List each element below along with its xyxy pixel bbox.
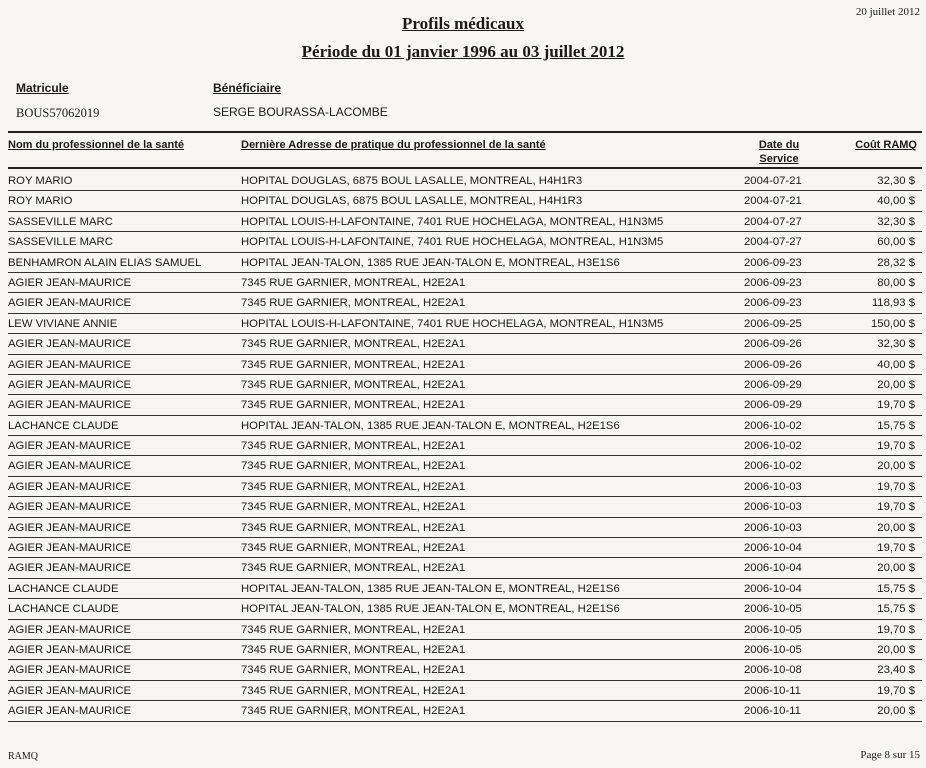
row-address: 7345 RUE GARNIER, MONTREAL, H2E2A1 [241, 501, 466, 514]
row-name: ROY MARIO [8, 175, 73, 187]
table-row [8, 681, 922, 701]
row-name: AGIER JEAN-MAURICE [8, 684, 132, 697]
row-date: 2006-10-04 [744, 582, 802, 595]
matricule-label: Matricule [16, 81, 69, 95]
row-address: 7345 RUE GARNIER, MONTREAL, H2E2A1 [241, 338, 466, 351]
table-row [8, 518, 922, 538]
table-row [8, 293, 922, 313]
row-address: HOPITAL JEAN-TALON, 1385 RUE JEAN-TALON E, MONTREAL, H2E1S6 [241, 419, 620, 432]
row-cost: 19,70 $ [877, 623, 915, 636]
row-date: 2004-07-27 [744, 215, 802, 228]
row-date: 2006-09-26 [744, 338, 802, 351]
row-name: AGIER JEAN-MAURICE [8, 440, 132, 453]
row-address: 7345 RUE GARNIER, MONTREAL, H2E2A1 [241, 643, 466, 656]
row-cost: 19,70 $ [877, 542, 915, 555]
table-row [8, 456, 922, 476]
row-cost: 32,30 $ [877, 175, 915, 187]
row-address: HOPITAL DOUGLAS, 6875 BOUL LASALLE, MONTREAL, H4H1R3 [241, 175, 583, 187]
row-date: 2006-09-25 [744, 317, 802, 330]
row-date: 2006-09-23 [744, 297, 802, 310]
row-address: 7345 RUE GARNIER, MONTREAL, H2E2A1 [241, 480, 466, 493]
row-cost: 20,00 $ [877, 378, 915, 391]
row-name: AGIER JEAN-MAURICE [8, 643, 132, 656]
row-cost: 150,00 $ [871, 317, 915, 330]
row-date: 2006-10-02 [744, 419, 802, 432]
row-name: AGIER JEAN-MAURICE [8, 276, 132, 289]
row-cost: 19,70 $ [877, 399, 915, 412]
table-row [8, 171, 922, 191]
row-cost: 23,40 $ [877, 664, 915, 677]
row-address: 7345 RUE GARNIER, MONTREAL, H2E2A1 [241, 623, 466, 636]
table-body [8, 171, 922, 722]
row-date: 2006-10-02 [744, 440, 802, 453]
period-subtitle: Période du 01 janvier 1996 au 03 juillet 2012 [301, 42, 625, 61]
row-name: LEW VIVIANE ANNIE [8, 317, 118, 330]
row-name: LACHANCE CLAUDE [8, 419, 119, 432]
row-cost: 19,70 $ [877, 440, 915, 453]
table-row [8, 232, 922, 252]
row-name: SASSEVILLE MARC [8, 236, 113, 249]
table-row [8, 660, 922, 680]
row-name: AGIER JEAN-MAURICE [8, 378, 132, 391]
row-name: AGIER JEAN-MAURICE [8, 480, 132, 493]
row-address: 7345 RUE GARNIER, MONTREAL, H2E2A1 [241, 684, 466, 697]
row-address: HOPITAL LOUIS-H-LAFONTAINE, 7401 RUE HOCHELAGA, MONTREAL, H1N3M5 [241, 317, 664, 330]
table-row [8, 273, 922, 293]
row-address: 7345 RUE GARNIER, MONTREAL, H2E2A1 [241, 399, 466, 412]
row-name: AGIER JEAN-MAURICE [8, 399, 132, 412]
table-row [8, 477, 922, 497]
row-address: HOPITAL LOUIS-H-LAFONTAINE, 7401 RUE HOCHELAGA, MONTREAL, H1N3M5 [241, 215, 664, 228]
row-date: 2006-10-05 [744, 643, 802, 656]
table-row [8, 395, 922, 415]
page-title: Profils médicaux [402, 14, 524, 33]
row-cost: 118,93 $ [871, 297, 915, 310]
header-top-rule [8, 131, 922, 133]
row-address: 7345 RUE GARNIER, MONTREAL, H2E2A1 [241, 562, 466, 575]
row-name: AGIER JEAN-MAURICE [8, 664, 132, 677]
row-cost: 20,00 $ [877, 460, 915, 473]
table-row [8, 314, 922, 334]
row-address: 7345 RUE GARNIER, MONTREAL, H2E2A1 [241, 378, 466, 391]
column-header-date-line2: Service [759, 153, 799, 165]
footer-page-number: Page 8 sur 15 [860, 749, 920, 761]
row-cost: 28,32 $ [877, 256, 915, 269]
row-name: AGIER JEAN-MAURICE [8, 358, 132, 371]
row-cost: 19,70 $ [877, 684, 915, 697]
row-name: AGIER JEAN-MAURICE [8, 562, 132, 575]
column-header-address: Dernière Adresse de pratique du professionnel de la santé [241, 139, 546, 151]
row-date: 2006-10-02 [744, 460, 802, 473]
row-address: 7345 RUE GARNIER, MONTREAL, H2E2A1 [241, 664, 466, 677]
row-date: 2006-10-11 [744, 684, 801, 697]
column-header-date [744, 138, 814, 166]
column-header-date-line1: Date du [758, 139, 800, 151]
row-name: AGIER JEAN-MAURICE [8, 460, 132, 473]
print-date: 20 juillet 2012 [855, 6, 920, 18]
row-name: AGIER JEAN-MAURICE [8, 705, 132, 718]
row-date: 2004-07-27 [744, 236, 802, 249]
matricule-value: BOUS57062019 [16, 106, 100, 120]
row-address: HOPITAL JEAN-TALON, 1385 RUE JEAN-TALON E, MONTREAL, H2E1S6 [241, 603, 620, 616]
row-name: AGIER JEAN-MAURICE [8, 521, 132, 534]
row-address: 7345 RUE GARNIER, MONTREAL, H2E2A1 [241, 705, 466, 718]
table-row [8, 640, 922, 660]
row-cost: 32,30 $ [877, 215, 915, 228]
row-date: 2004-07-21 [744, 195, 802, 208]
table-row [8, 599, 922, 619]
row-date: 2006-09-29 [744, 378, 802, 391]
row-name: BENHAMRON ALAIN ELIAS SAMUEL [8, 256, 202, 269]
row-address: 7345 RUE GARNIER, MONTREAL, H2E2A1 [241, 440, 466, 453]
row-name: LACHANCE CLAUDE [8, 603, 119, 616]
table-row [8, 436, 922, 456]
table-row [8, 375, 922, 395]
row-date: 2006-10-03 [744, 521, 802, 534]
row-cost: 20,00 $ [877, 521, 915, 534]
row-cost: 80,00 $ [877, 276, 915, 289]
row-address: 7345 RUE GARNIER, MONTREAL, H2E2A1 [241, 276, 466, 289]
table-row [8, 558, 922, 578]
row-address: 7345 RUE GARNIER, MONTREAL, H2E2A1 [241, 460, 466, 473]
row-cost: 15,75 $ [877, 582, 915, 595]
row-date: 2006-10-05 [744, 623, 802, 636]
table-row [8, 191, 922, 211]
row-address: 7345 RUE GARNIER, MONTREAL, H2E2A1 [241, 521, 466, 534]
row-date: 2006-10-11 [744, 705, 801, 718]
row-name: AGIER JEAN-MAURICE [8, 623, 132, 636]
row-date: 2006-10-03 [744, 480, 802, 493]
row-date: 2006-10-08 [744, 664, 802, 677]
row-address: HOPITAL JEAN-TALON, 1385 RUE JEAN-TALON E, MONTREAL, H3E1S6 [241, 256, 620, 269]
row-cost: 40,00 $ [877, 195, 915, 208]
row-cost: 19,70 $ [877, 480, 915, 493]
row-date: 2006-10-04 [744, 562, 802, 575]
table-row [8, 579, 922, 599]
row-address: HOPITAL LOUIS-H-LAFONTAINE, 7401 RUE HOCHELAGA, MONTREAL, H1N3M5 [241, 236, 664, 249]
table-row [8, 701, 922, 721]
row-address: 7345 RUE GARNIER, MONTREAL, H2E2A1 [241, 542, 466, 555]
row-address: HOPITAL JEAN-TALON, 1385 RUE JEAN-TALON E, MONTREAL, H2E1S6 [241, 582, 620, 595]
row-date: 2006-10-03 [744, 501, 802, 514]
table-row [8, 620, 922, 640]
row-cost: 40,00 $ [877, 358, 915, 371]
row-date: 2006-09-23 [744, 256, 802, 269]
row-date: 2006-09-26 [744, 358, 802, 371]
row-date: 2004-07-21 [744, 175, 802, 187]
table-row [8, 355, 922, 375]
row-cost: 20,00 $ [877, 562, 915, 575]
row-cost: 15,75 $ [877, 419, 915, 432]
beneficiaire-label: Bénéficiaire [213, 81, 282, 95]
table-row [8, 497, 922, 517]
row-name: AGIER JEAN-MAURICE [8, 542, 132, 555]
table-row [8, 334, 922, 354]
row-name: AGIER JEAN-MAURICE [8, 297, 132, 310]
row-date: 2006-10-04 [744, 542, 802, 555]
row-name: AGIER JEAN-MAURICE [8, 501, 132, 514]
row-name: LACHANCE CLAUDE [8, 582, 119, 595]
row-cost: 60,00 $ [877, 236, 915, 249]
row-name: SASSEVILLE MARC [8, 215, 113, 228]
row-date: 2006-09-29 [744, 399, 802, 412]
row-address: 7345 RUE GARNIER, MONTREAL, H2E2A1 [241, 297, 466, 310]
row-cost: 15,75 $ [877, 603, 915, 616]
column-header-cost: Coût RAMQ [855, 139, 917, 151]
table-row [8, 538, 922, 558]
row-name: ROY MARIO [8, 195, 73, 208]
table-row [8, 212, 922, 232]
row-name: AGIER JEAN-MAURICE [8, 338, 132, 351]
row-date: 2006-10-05 [744, 603, 802, 616]
footer-source: RAMQ [8, 751, 39, 762]
row-cost: 32,30 $ [877, 338, 915, 351]
table-row [8, 253, 922, 273]
row-date: 2006-09-23 [744, 276, 802, 289]
header-bottom-rule [8, 167, 922, 169]
table-row [8, 416, 922, 436]
row-address: HOPITAL DOUGLAS, 6875 BOUL LASALLE, MONTREAL, H4H1R3 [241, 195, 583, 208]
column-header-name: Nom du professionnel de la santé [8, 139, 185, 151]
beneficiaire-value: SERGE BOURASSA-LACOMBE [213, 105, 388, 119]
row-cost: 20,00 $ [877, 705, 915, 718]
row-address: 7345 RUE GARNIER, MONTREAL, H2E2A1 [241, 358, 466, 371]
row-cost: 20,00 $ [877, 643, 915, 656]
row-cost: 19,70 $ [877, 501, 915, 514]
